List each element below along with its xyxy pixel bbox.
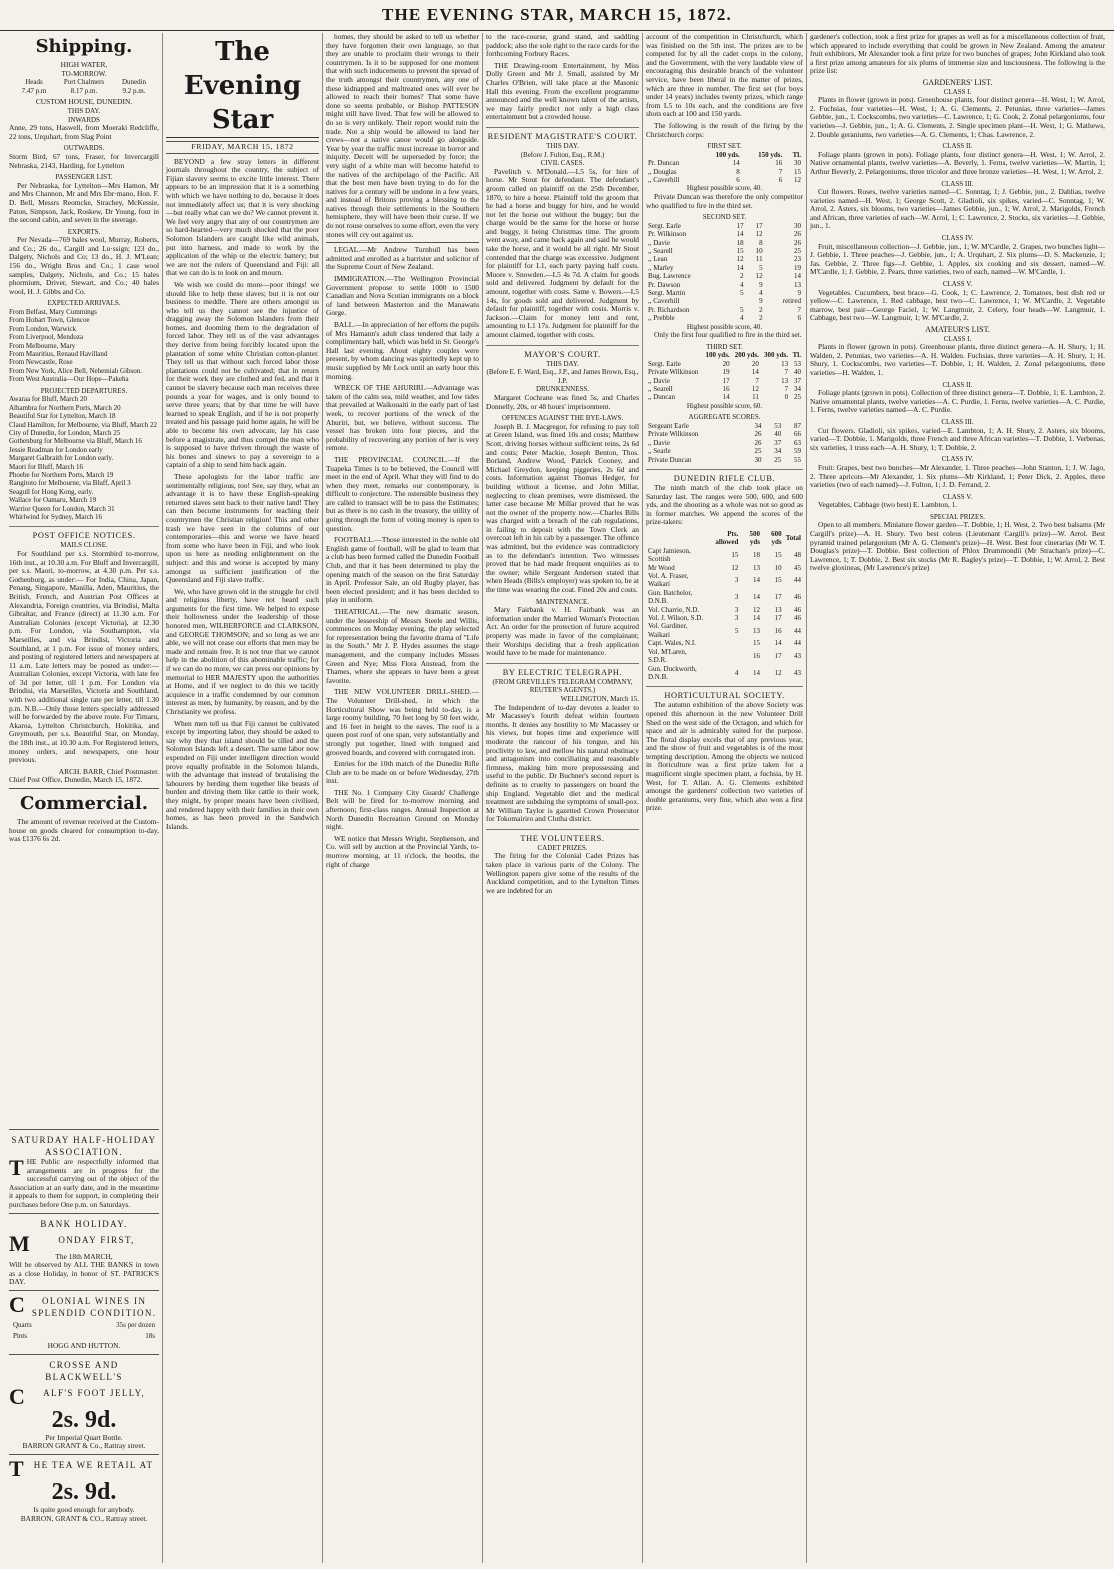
table-row: ,, Caverhill 9 retired [648, 297, 801, 306]
table-row: Vol. Charrie, N.D. 3 12 13 46 [648, 605, 801, 614]
list-item: Margaret Galbraith for London early. [9, 454, 114, 463]
table-header-row: Pts. allowed 500 yds 600 yds Total [715, 530, 801, 547]
telegraph-text: The Independent of to-day devotes a leader to Mr Macassey's fourth defeat within fourteen months. It denies any hostility to Mr Macassey or his views, but hopes time and experience will moderate the rancour of his tongue, and his proclivity to law, and mellow his natural obstinacy and antagonism into conciliating and reasonable firmness, making him more prepossessing and useful to the public. Dr Buchner's second report is definite as to cruelty to passengers on board the ship England. Vegetable diet and the medical treatment are subduing the symptoms of small-pox. Mr William Taylor is gazetted Crown Prosecutor for Tokomairiro and Clutha district. [486, 702, 639, 824]
table-row: Sergt. Earle 17 17 30 [648, 221, 801, 230]
wines-seller: HOGG AND HUTTON. [47, 1341, 121, 1351]
divider [326, 242, 479, 243]
class-title: CLASS III. [941, 179, 974, 188]
horticultural-title: HORTICULTURAL SOCIETY. [646, 686, 803, 701]
news-item: Entries for the 10th match of the Dunedin Rifle Club are to be made on or before Wednesday, 27th inst. [326, 759, 479, 786]
table-row: ,, Davie 26 37 63 [648, 438, 801, 447]
list-item: Jessie Readman for London early [9, 445, 103, 454]
class-title: CLASS I. [943, 334, 972, 343]
second-set-table [646, 222, 803, 323]
table-row: Bug. Lawrence 2 12 14 [648, 272, 801, 281]
third-set-table [646, 351, 803, 401]
divider [9, 1213, 159, 1214]
table-header-row: 100 yds. 150 yds. Tl. [715, 150, 801, 159]
list-item: From Melbourne, Mary [9, 341, 76, 350]
volunteers-text: The firing for the Colonial Cadet Prizes has taken place in various parts of the Colony. The Wellington papers give some of the results of the Auckland competition, and to the Lyttelton Times we are indebted for an [486, 851, 639, 895]
table-row: Capt Jamieson, Scottish 15 18 15 48 [648, 546, 801, 564]
table-row: Capt. Wales, N.I. 15 14 44 [648, 639, 801, 648]
jelly-price: 2s. 9d. [51, 1406, 117, 1433]
list-item: Whirlwind for Sydney, March 16 [9, 512, 103, 521]
passenger-list-text: Per Nebraska, for Lyttelton—Mrs Hamon, Mr and Mrs Channon, Mr and Mrs Ebr·mano, Hon. F. D. Bell, Messrs Reomcke, Strachey, McKessie, Paton, Simpson, Jack, Roskew, Dr Young, four in the second cabin, and seven in the steerage. [9, 180, 159, 225]
list-item: Rangitoto for Melbourne, via Bluff, April 3 [9, 479, 131, 488]
table-row: ,, Douglas 8 7 15 [648, 167, 801, 176]
cadet-text: account of the competition in Christchurch, which was finished on the 5th inst. The prizes are to be competed for by all the cadet corps in the colony, and the Government, with the very laudable view of encouraging this desirable branch of the volunteer service, have been liberal in the matter of prizes, which are three in number. The first set (for boys under 14 years) includes twenty prizes, which range from L5 to 10s each, and the conditions are five shots each at 100 and 150 yards. [646, 33, 803, 119]
table-row: Vol. M'Laren, S.D.R. 16 17 43 [648, 647, 801, 665]
news-item: THE No. 1 Company City Guards' Challenge Belt will be fired for to-morrow morning and afternoon; first-class ranges. Annual Inspection at North Dunedin Recreation Ground on Monday night. [326, 787, 479, 832]
class-title: CLASS II. [942, 380, 973, 389]
table-row: Private Duncan 30 25 55 [648, 455, 801, 464]
drunkenness-title: DRUNKENNESS. [535, 385, 590, 394]
custom-house-title: CUSTOM HOUSE, DUNEDIN. [35, 97, 133, 107]
divider [9, 1354, 159, 1355]
prize-intro: gardener's collection, took a first prize for grapes as well as for a miscellaneous collection of fruit, which appeared to include everything that could be grown in New Zealand. Among the amateur fruit exhibitors, Mr Alexander took a first prize for two bunches of grapes; John Kirkland also took a first prize among amateurs for six plums of immense size and lusciousness. The following is the prize list: [810, 33, 1105, 76]
news-item: WE notice that Messrs Wright, Stephenson, and Co. will sell by auction at the Provincial Yards, to-morrow morning, at 11 o'clock, the booths, the right of charge [326, 833, 479, 869]
tea-subtitle: Is quite good enough for anybody. [33, 1504, 135, 1514]
table-row: Mr Wood 12 13 10 45 [648, 563, 801, 572]
list-item: From Newcastle, Rose [9, 358, 73, 367]
table-row: Sergt. Martin 5 4 9 [648, 288, 801, 297]
list-item: Gothenburg for Melbourne via Bluff, March 16 [9, 437, 142, 446]
telegraph-dateline: WELLINGTON, March 15. [560, 694, 639, 703]
third-set-note: Highest possible score, 60. [686, 401, 763, 410]
column-advertisements [6, 1126, 162, 1563]
table-row: Sergeant Earle 34 53 87 [648, 422, 801, 430]
first-set-title: FIRST SET. [707, 142, 742, 151]
class-text: Vegetables. Cucumbers, best brace—G. Cook, 1; C. Lawrence, 2. Tomatoes, best dish red or yellow—C. Lawrence, 1. Red cabbage, best two—C. Lawrence, 1; W. M'Cardle, 2. Vegetable marrow, best pair—George Faciel, 1; W. Langmuir, 2. Celery, four heads—W. Langmuir, 1. Cabbage, best two—W. Langmuir, 1; W. M'Cardle, 2. [810, 287, 1105, 323]
projected-departures-list [9, 395, 159, 521]
jelly-subtitle: Per Imperial Quart Bottle. [45, 1432, 123, 1442]
post-office-signature: ARCH. BARR, Chief Postmaster. [58, 766, 159, 776]
bylaws-text: Joseph B. J. Macgregor, for refusing to pay toll at Green Island, was fined 10s and costs; Matthew Scott, driving horses without sufficient reins, 2s 6d and costs; Peter Mackie, Joseph Benton, Thos. Borland, Andrew Wood, Patrick Cooney, and Michael Greydon, keeping piggeries, 2s 6d and costs. Information against Thomas Hedger, for building without a license, and John Millar, neglecting to clean premises, were dismissed, the latter case because Mr Millar proved that he was not the owner of the property now.—Charles Bills was charged with a breach of the cab regulations, in failing to deposit with the Town Clerk an overcoat left in his cab by a passenger. The offence was admitted, but the evidence was contradictory as to the defendant's intention. Two witnesses proved that he had made frequent enquiries as to the owner; while Sergeant Anderson stated that when Heads (Bills's employer) was spoken to, he at the time was wearing the coat. Fined 20s and costs. [486, 421, 639, 595]
news-item: THEATRICAL.—The new dramatic season, under the lesseeship of Messrs Steele and Willis, commences on Monday evening, the play selected for representation being the favorite drama of "Life in the South." Mr J. P. Hydes assumes the stage management, and the company includes Misses Green and Nye; Miss Flora Anstead, from the Thames, where she appears to have been a great favorite. [326, 607, 479, 685]
class-text: Cut flowers. Gladioli, six spikes, varied—E. Lambton, 1; A. H. Shury, 2. Asters, six blooms, varied—T. Dobbie, 1. Marigolds, three French and three African varieties—T. Dobbie, 1. Verbenas, six varieties, 1 truss each—A. H. Shury, 1; T. Dobbie, 2. [810, 425, 1105, 452]
second-set-note-2: Only the first four qualified to fire in the third set. [654, 330, 802, 340]
christchurch-intro: The following is the result of the firing by the Christchurch corps: [646, 120, 803, 139]
custom-house-day: THIS DAY. [67, 106, 101, 115]
class-text: Cut flowers. Roses, twelve varieties named—C. Sonntag, 1; J. Gebbie, jun., 2. Dahlias, twelve varieties named—H. West, 1; George Scott, 2. Gladioli, six spikes, varied—C. Sonntag, 1; W. Arrol, 2. Asters, six blooms, two varieties—James Gebbie, jun., 1; W. Arrol, 2. Marigolds, French and African, three varieties of each—W. Arrol, 1; C. Lawrence, 2. Stocks, six varieties—J. Gebbie, jun., 1. [810, 187, 1105, 231]
column-leader [162, 33, 322, 1563]
table-header-row: 100 yds. 200 yds. 300 yds. Tl. [705, 351, 801, 360]
leader-continued: homes, they should be asked to tell us whether they have forgotten their own language, so that they are unable to proclaim their wrongs to their countrymen. Is it to be supposed for one moment that with such inducements to prevent the spread of the truth amongst their countrymen, any one of these kidnapped and maltreated ones will ever be allowed to reach their homes? That some have done so seems probable, or Bishop PATTESON might still have lived. That few will be allowed to do so is very unlikely. Their report would ruin the trade. Not a ship would be allowed to land her crews—not a native canoe would go alongside. Year by year the traffic must increase in horror and iniquity. Deceit will be superseded by force; the very sight of a white man will become hateful to the natives of the archipelago of the Pacific. All that the best men have been trying to do for the natives for a century will be undone in a few years, and instead of Britons proving a blessing to the natives through their settlements in the Southern hemisphere, they will have been their curse. If we do not rouse ourselves to some effort, even the very stones will cry out against us. [326, 33, 479, 239]
tea-ad-title: THE TEA WE RETAIL AT [9, 1455, 154, 1481]
mayor-court-day: THIS DAY. [546, 359, 579, 368]
list-item: Warrior Queen for London, March 31 [9, 504, 115, 513]
list-item: Wallace for Oamaru, March 19 [9, 496, 97, 505]
class-text: Fruit: Grapes, best two bunches—Mr Alexander, 1. Three peaches—John Stanton, 1; J. W. Jago, 2. Three apricots—Mr Alexander, 1. Six plums—Mr Kirkland, 1; Peter Dick, 2. Apples, three varieties (two of each named)—J. Fulton, 1; J. D. Ferrand, 2. [810, 462, 1105, 490]
column-sports [642, 33, 806, 1563]
tea-seller: BARRON, GRANT & CO., Rattray street. [20, 1513, 148, 1523]
drunkenness-text: Margaret Cochrane was fined 5s, and Charles Donnelly, 20s, or 48 hours' imprisonment. [486, 392, 639, 411]
list-item: Maori for Bluff, March 16 [9, 462, 83, 471]
amateurs-list-title: AMATEUR'S LIST. [925, 325, 990, 334]
jelly-ad-title: CROSSE AND BLACKWELL'S [45, 1359, 123, 1382]
high-water-title: HIGH WATER, [60, 60, 108, 69]
column-news [322, 33, 482, 1563]
table-row: ,, Duncan 14 11 0 25 [648, 393, 801, 402]
class-title: CLASS I. [943, 87, 972, 96]
list-item: From West Australia—Our Hope—Pakeha [9, 375, 129, 384]
tide-dunedin: Dunedin 9.2 p.m. [121, 78, 147, 95]
tea-price: 2s. 9d. [51, 1478, 117, 1505]
list-item: City of Dunedin, for London, March 25 [9, 428, 121, 437]
leader-paragraph: We, who have grown old in the struggle for civil and religious liberty, have not heard such arguments for the first time. We helped to expose their hollowness under the leadership of those honored men, WILBERFORCE and CLARKSON, and GEORGE THOMSON; and so long as we are able, we will not cease our efforts that men may be made and remain free. It is not true that we cannot help in the abolition of this abominable traffic; for if we can do no more, we can press our opinions by memorial to HER MAJESTY upon the authorities at Home, and if we neglect to do this we tacitly acquiesce in a traffic condemned by our common interest as men, by humanity, by reason, and by the Christianity we profess. [166, 586, 319, 716]
table-row: Vol. J. Wilson, S.D. 3 14 17 46 [648, 614, 801, 623]
divider [9, 1454, 159, 1455]
leader-paragraph: When men tell us that Fiji cannot be cultivated except by importing labor, they should be asked to say why they that island should be tilled and the Solomon Islands left a desert. The same labor now expended on Fiji under intelligent direction would prove equally profitable in the Solomon Islands, with the advantage that instead of brutalising the labourers by herding them together like beasts of burden and driving them like cattle to their work, they might, by proper means have been civilised, and rendered happy with their families in their own homes, as has been proved in the Sandwich Islands. [166, 718, 319, 831]
tide-port-chalmers: Port Chalmers 8.17 p.m. [63, 78, 105, 95]
rmc-text: Pavelitch v. M'Donald.—L5 5s, for hire of horse. Mr Stout for defendant. The defendant's groom called on plaintiff on the 25th December, 1870, to hire a horse. Plaintiff told the groom that he had a horse and buggy for hire, and he would not let the horse out without the buggy; but the charge would be the same for the horse or horse and buggy, it being Christmas time. The groom went away, and came back again and said he would take the horse, and it would be all right. Mr Stout contended that the charge was excessive. Judgment for plaintiff for L1, each party paying half costs. Moore v. Snowden.—L5 4s 7d. A claim for goods sold and delivered. Judgment by default for the amount, together with costs. Same v. Bowers.—L5 14s, for goods sold and delivered. Judgment by default for plaintiff, together with costs. Morris v. Jackson.—Claim for money lent and rent, amounting to L1 17s. Judgment for plaintiff for the amount claimed, together with costs. [486, 166, 639, 339]
exports-text: Per Nevada—769 bales wool, Murray, Roberts, and Co.; 26 do., Cargill and Lu·ssign; 123 do., Dalgety, Nichols and Co; 13 do., H. J. M'Lean; 156 do., Wright Bros and Co.; 1 case wool samples, Dalgety, Nichols, and Co.; 15 bales phormium, Driver, Stewart, and Co.; 40 bales wool, H. J. Gibbs and Co. [9, 235, 159, 296]
gardeners-list-title: GARDENERS' LIST. [922, 77, 993, 87]
news-item: THE PROVINCIAL COUNCIL.—If the Tuapeka Times is to be believed, the Council will meet in the end of April. What they will find to do when they meet, remarks our contemporary, is difficult to conjecture. The ostensible business they are called to transact will be to pass the Estimates; but as there is no cash in the treasury, the utility of going through the form of voting money is open to question. [326, 454, 479, 533]
rifle-club-title: DUNEDIN RIFLE CLUB. [646, 469, 803, 484]
civil-cases-title: CIVIL CASES. [540, 159, 585, 168]
dropcap-c: C [9, 1383, 27, 1409]
races-text: to the race-course, grand stand, and saddling paddock; also the sole right to the race cards for the forthcoming Forbury Races. [486, 33, 639, 59]
newspaper-page [6, 33, 1108, 1563]
class-text: Foliage plants (grown in pots). Collection of three distinct genera—T. Dobbie, 1; E. Lambton, 2. Native ornamental plants, twelve varieties—A. C. Purdie, 1. Ferns, twelve varieties—A. C. Purdie, 1. Ferns, twelve varieties named—A. C. Purdie. [810, 388, 1105, 415]
mayor-court-title: MAYOR'S COURT. [486, 345, 639, 360]
special-prizes-text: Open to all members. Miniature flower garden—T. Dobbie, 1; H. West, 2. Two best balsams (Mr Cargill's prize)—A. H. Shury. Two best coleus (Lieutenant Cargill's prize)—W. Arrol. Best pyramid trained pelargonium (Mr A. G. Clement's prize)—H. West. Best four cinerarias (Mr W. T. Douglas's prize)—T. Dobbie. Best collection of Phlox Drummondii (Mr Strachan's prize)—C. Lawrence, 1; T. Dobbie, 2. Best six stocks (Mr R. Bagley's prize)—T. Dobbie, 1; W. Arrol, 2. Best twelve gloxineas, (Mr Lawrence's prize) [810, 520, 1105, 573]
list-item: Beautiful Star for Lyttelton, March 18 [9, 412, 116, 421]
bylaws-title: OFFENCES AGAINST THE BYE-LAWS. [501, 414, 624, 423]
tide-times [9, 78, 159, 95]
table-row: Pr. Dawson 4 9 13 [648, 280, 801, 289]
third-set-title: THIRD SET. [706, 342, 743, 351]
wines-ad-title: C OLONIAL WINES IN SPLENDID CONDITION. [9, 1291, 157, 1318]
news-item: IMMIGRATION.—The Wellington Provincial Government propose to settle 1000 to 1500 Canadian and Nova Scotian immigrants on a block of land between Masterton and the Manawatu Gorge. [326, 274, 479, 318]
inwards-title: INWARDS [68, 115, 100, 124]
first-set-note: Highest possible score, 40. [686, 184, 763, 193]
table-row: Private Wilkinson 26 40 66 [648, 430, 801, 439]
second-set-note: Highest possible score, 40. [686, 322, 763, 331]
table-row: ,, Searle 25 34 59 [648, 447, 801, 456]
news-item: LEGAL.—Mr Andrew Turnbull has been admitted and enrolled as a barrister and solicitor of the Supreme Court of New Zealand. [326, 245, 479, 272]
list-item: Seagull for Hong Kong, early. [9, 487, 94, 496]
first-set-note-2: Private Duncan was therefore the only competitor who qualified to fire in the third set. [646, 191, 803, 210]
table-row: Private Wilkinson 19 14 7 40 [648, 368, 801, 377]
newspaper-masthead [0, 0, 1114, 31]
table-row: Pints 18s [13, 1331, 155, 1340]
maintenance-text: Mary Fairbank v. H. Fairbank was an information under the Married Woman's Protection Act. An order for the protection of future acquired property was made in favor of the complainant; their Worships deciding that a fresh application would have to be made for maintenance. [486, 605, 639, 658]
divider [9, 788, 159, 789]
table-row: ,, Davie 18 8 26 [648, 238, 801, 247]
class-title: CLASS IV. [941, 455, 974, 464]
second-set-title: SECOND SET. [702, 213, 747, 222]
post-office-text: For Southland per s.s. Stormbird to-morrow, 16th inst., at 10.30 a.m. For Bluff and Invercargill, per s.s. Maori, to-morrow, at 4.30 p.m. Per s.s. Gothenburg, as under:— For India, China, Japan, Penang, Singapore, Manilla, Aden, Mauritius, the British, French, and Austrian Post Offices at Alexandria, Foreign countries, via Brindisi, Malta Gibraltar, and France (direct) at 11.30 a.m. For Australian Colonies (except Victoria), at 12.30 p.m. For London, via Southampton, via Marseilles, and via Brindisi, Victoria and Southland, at 1 p.m. For issue of money orders, and posting of registered letters and newspapers at 11 a.m. Late letters may be posted as under:— Australian Colonies, except Victoria, with late fee of 3d per letter, till 1 p.m. For London via Brindisi, via Marseilles, Victoria and Southland, with two additional single rate per letter, till 1.30 p.m. N.B.—Only those letters specially addressed will be forwarded by the above route. For Timaru, Akaroa, Lyttelton Christchurch, Hokitika, and Greymouth, per s.s. Beautiful Star, on Monday, the 18th inst., at 10.30 a.m. For Registered letters, money orders, and newspapers, one hour previous. [9, 548, 159, 765]
jelly-seller: BARRON GRANT & Co., Rattray street. [22, 1441, 146, 1451]
table-row: ,, Caverhill 6 6 12 [648, 175, 801, 184]
telegraph-source: (FROM GREVILLE'S TELEGRAM COMPANY, REUTER'S AGENTS.) [492, 677, 633, 695]
news-item: FOOTBALL.—Those interested in the noble old English game of football, will be glad to learn that a club has been formed called the Dunedin Football Club, and that it has been determined to play the opening match of the season on the first Saturday in April. Professor Sale, an old Rugby player, has been elected president; and it has been decided to play in uniform. [326, 535, 479, 605]
expected-arrivals-list [9, 308, 159, 384]
saturday-ad-title: SATURDAY HALF-HOLIDAY ASSOCIATION. [11, 1135, 157, 1157]
class-title: CLASS V. [942, 280, 973, 289]
list-item: Awaraa for Bluff, March 20 [9, 395, 87, 404]
horticultural-text: The autumn exhibition of the above Society was opened this afternoon in the new Volunteer Drill Shed on the west side of the Octagon, and which for space and air is admirably suited for the purpose. The floral display excels that of any previous year, and the show of fruit and vegetables is of the most tempting description. Among the objects we noticed in floriculture was a first prize taken for a magnificent single specimen plant, a fuchsia, by H. West, for T. Allan. A. G. Clements exhibited amongst the gardeners' collection two varieties of double geraniums, very fine, which also won a first prize. [646, 700, 803, 813]
first-set-table [646, 151, 803, 185]
column-courts [482, 33, 642, 1563]
list-item: From Belfast, Mary Cummings [9, 308, 97, 317]
column-prize-list [806, 33, 1108, 1563]
telegraph-title: BY ELECTRIC TELEGRAPH. [486, 663, 639, 678]
table-row: ,, Lean 12 11 23 [648, 255, 801, 264]
wines-prices [9, 1319, 159, 1342]
dropcap-c: C [9, 1291, 27, 1317]
saturday-ad-text: THE Public are respectfully informed that arrangements are in progress for the successful carrying out of the object of the Association at an early date, and in the meantime it appeals to them for support, in completing their purchases before One p.m. on Saturdays. [9, 1155, 159, 1209]
dropcap-t: T [9, 1455, 26, 1481]
news-item: BALL.—In appreciation of her efforts the pupils of Mrs Hamann's adult class tendered that lady a complimentary ball, which was held in St. George's Hall last evening. About eighty couples were present, by whom dancing was spiritedly kept up to music supplied by Mr Lock until an early hour this morning. [326, 320, 479, 381]
list-item: From Liverpool, Mendoza [9, 333, 84, 342]
bank-holiday-date: The 18th MARCH, [55, 1251, 113, 1261]
list-item: Phoebe for Northern Ports, March 19 [9, 470, 114, 479]
paper-mast: The Evening Star [166, 35, 319, 138]
table-row: Pr. Wilkinson 14 12 26 [648, 230, 801, 239]
class-title: CLASS II. [942, 142, 973, 151]
mayor-court-before: (Before E. F. Ward, Esq., J.P., and James Brown, Esq., J.P. [486, 368, 639, 385]
leader-dateline: FRIDAY, MARCH 15, 1872 [166, 141, 319, 154]
aggregate-title: AGGREGATE SCORES. [688, 413, 761, 422]
projected-departures-title: PROJECTED DEPARTURES. [40, 386, 128, 395]
inwards-text: Anne, 29 tons, Haswell, from Moeraki Redcliffe, 22 tons, Urquhart, from Slag Point [9, 123, 159, 141]
table-row: Vol. Gardiner, Waikari 5 13 16 44 [648, 622, 801, 639]
commercial-text: The amount of revenue received at the Custom-house on goods cleared for consumption to-day, was £1376 6s 2d. [9, 817, 159, 844]
leader-paragraph: BEYOND a few stray letters in different journals throughout the country, the subject of Fijian slavery seems to excite little interest. There appears to be an impression that it is a something with which we have nothing to do, because it does not immediately affect us; that it is very shocking—but really what can we do? We cannot prevent it. We feel very angry that any of our countrymen are so hard-hearted—very much shocked that the poor Solomon Islanders are caught like wild animals, put into harness, and made to work by the application of the whip or the electric battery; but we are not the rulers of Queensland and Fiji: all that we can do is to look on and mourn. [166, 156, 319, 278]
class-title: CLASS IV. [941, 234, 974, 243]
class-text: Plants in flower (grown in pots). Greenhouse plants, three distinct genera—A. H. Shury, 1; H. Walden, 2. Petunias, two varieties—A. H. Walden. Fuchsias, three varieties—A. H. Shury, 1; H. Shury, 1. Cockscombs, two varieties—T. Dobbie, 1; H. Walden, 2. Zonal pelargoniums, three varieties—H. Walden, 1. [810, 342, 1105, 377]
class-text: Vegetables, Cabbage (two best) E. Lambton, 1. [818, 500, 958, 510]
bank-holiday-title: BANK HOLIDAY. [40, 1218, 128, 1229]
exports-title: EXPORTS. [67, 227, 101, 236]
jelly-ad-product: C ALF'S FOOT JELLY, [9, 1383, 146, 1409]
rifle-club-table [646, 530, 803, 681]
expected-arrivals-title: EXPECTED ARRIVALS. [47, 299, 121, 308]
dropcap-m: M [9, 1230, 32, 1256]
table-row: ,, Davie 17 7 13 37 [648, 376, 801, 385]
list-item: Alhambra for Northern Ports, March 20 [9, 403, 121, 412]
tide-heads: Heads 7.47 p.m [21, 78, 47, 95]
dropcap-t: T [9, 1155, 24, 1180]
table-row: Gun. Duckworth, D.N.B. 4 14 12 43 [648, 664, 801, 681]
bank-holiday-text: Will be observed by ALL THE BANKS in town as a close Holiday, in honor of ST. PATRICK'S DAY. [9, 1260, 159, 1287]
class-text: Foliage plants (grown in pots). Foliage plants, four distinct genera—H. West, 1; W. Arrol, 2. Native ornamental plants, twelve varieties—A. Beverly, 1. Ferns, twelve varieties—W. Martin, 1; Arthur Beverly, 2. Pelargoniums, three tricolor and three bronze varieties—H. West, 1; W. Arrol, 2. [810, 149, 1105, 176]
table-row: Pr. Richardson 5 2 7 [648, 305, 801, 314]
post-office-title: POST OFFICE NOTICES. [9, 526, 159, 541]
table-row: ,, Searell 15 10 25 [648, 246, 801, 255]
table-row: Vol. A. Fraser, Waikari 3 14 15 44 [648, 572, 801, 589]
list-item: From Hobart Town, Glencoe [9, 316, 90, 325]
aggregate-table [646, 422, 803, 464]
outwards-title: OUTWARDS. [63, 144, 105, 153]
class-title: CLASS V. [942, 492, 973, 501]
leader-paragraph: We wish we could do more—poor things! we should like to help these slaves; but it is not our business to meddle. There are others amongst us who tell us they cannot see the injustice of dragging away the Solomon Islanders from their homes, and dooming them to the degradation of forced labor. They tell us of the vast advantages they derive from being forcibly located upon the plantation of some white Christian cotton-planter. They tell us that without such forced labor those plantations could not be cultivated; that in return for their work they are clothed and fed, and that it cannot be slavery because each man receives three pounds a year for wages, and is only bound to serve three years; that by that time he will have learned to speak English, and if he is not properly treated and his passage paid home again, he will be able to become his own advocate, lay his case before a magistrate, and thus compel the man who is supposed to have thriven through the waste of his bones and sinews to pay a sovereign to a captain of a ship to send him back again. [166, 279, 319, 470]
table-row: Sergt. Earle 20 20 13 53 [648, 359, 801, 368]
list-item: From Mauritius, Renaud Havilland [9, 350, 108, 359]
special-prizes-title: SPECIAL PRIZES. [930, 512, 985, 521]
volunteers-title: THE VOLUNTEERS. [486, 829, 639, 844]
table-row: Gun. Batchelor, D.N.B. 3 14 17 46 [648, 588, 801, 606]
class-title: CLASS III. [941, 417, 974, 426]
table-row: ,, Prebble 4 2 6 [648, 314, 801, 323]
divider [9, 1290, 159, 1291]
cadet-prizes-title: CADET PRIZES. [537, 843, 588, 852]
shipping-heading: Shipping. [35, 36, 133, 57]
class-text: Fruit, miscellaneous collection—J. Gebbie, jun., 1; W. M'Cardle, 2. Grapes, two bunches light—J. Gebbie, 1. Three peaches—J. Gebbie, jun., 1; A. Urquhart, 2. Six plums—D. S. Mackenzie, 1; Jas. Gebbie, 2. Three figs—J. Gebbie, 1. Apples, six cooking and six dessert, named—W. M'Cardle, 1; J. Gebbie, 2. Pears, three varieties, two of each, named—W. M'Cardle, 1. [810, 241, 1105, 277]
list-item: From New York, Alice Bell, Nehemiah Gibson. [9, 366, 142, 375]
class-text: Plants in flower (grown in pots). Greenhouse plants, four distinct genera—H. West, 1; W. Arrol, 2. Fuchsias, four varieties—H. West, 1; A. G. Clements, 2. Petunias, three varieties—James Gebbie, jun., 1. Cockscombs, two varieties—C. Lawrence, 1; G. Cook, 2. Zonal pelargoniums, four varieties—J. Gebbie, jun., 1; A. G. Clements, 2. Single specimen plant—H. West, 1; G. Mathews, 2. Double geraniums, two varieties—A. G. Clements, 1; Chas. Lawrence, 2. [810, 95, 1105, 139]
rmc-title: RESIDENT MAGISTRATE'S COURT. [486, 127, 639, 142]
maintenance-title: MAINTENANCE. [535, 597, 590, 606]
post-office-dateline: Chief Post Office, Dunedin, March 15, 1872. [9, 775, 143, 785]
bank-holiday-monday: M ONDAY FIRST, [9, 1230, 135, 1256]
news-item: WRECK OF THE AHURIRI.—Advantage was taken of the calm sea, mild weather, and low tides that prevailed at Waikouaiti in the early part of last week, to recover portions of the wreck of the Ahuriri, but, we believe, without success. The vessel has broken into four pieces, and the probability of recovering any portion of her is very remote. [326, 383, 479, 453]
mails-close-title: MAILS CLOSE. [60, 541, 108, 550]
high-water-subtitle: TO-MORROW. [61, 69, 107, 78]
drawing-room-text: THE Drawing-room Entertainment, by Miss Dolly Green and Mr J. Small, assisted by Mr Charles O'Brien, will take place at the Masonic Hall this evening. From the excellent programme announced and the well known talent of the artists, we may fairly predict not only a high class entertainment but a crowded house. [486, 60, 639, 122]
outwards-text: Storm Bird, 67 tons, Fraser, for Invercargill Nebraska, 2143, Harding, for Lyttelton [9, 151, 159, 170]
table-row: Quarts 35s per dozen [13, 1320, 155, 1329]
table-row: ,, Searell 16 12 7 34 [648, 385, 801, 393]
passenger-list-title: PASSENGER LIST. [55, 173, 113, 182]
rmc-day: THIS DAY. [546, 141, 579, 150]
table-row: Pr. Duncan 14 16 30 [648, 159, 801, 168]
divider [9, 1129, 159, 1130]
page-header-title: THE EVENING STAR, MARCH 15, 1872. [381, 5, 733, 24]
leader-paragraph: These apologists for the labor traffic are sentimentally religious, too! See, say they, what an advantage it is to have these English-speaking returned slaves sent back to their native land! They can then become instruments for teaching their countrymen the Christian religion! This and other trash we have seen in the columns of our contemporaries—this and worse we have heard from some who have been in Fiji, and who look upon us here as needing enlightenment on the subject: and this and worse is accepted by many amongst us sufficient justification of the Queensland and Fiji slave traffic. [166, 471, 319, 585]
commercial-heading: Commercial. [20, 793, 148, 814]
rmc-before: (Before J. Fulton, Esq., R.M.) [520, 150, 605, 159]
rifle-club-text: The ninth match of the club took place on Saturday last. The ranges were 500, 600, and 600 yds, and the shooting as a whole was not so good as in former matches. We append the scores of the prize-takers: [646, 483, 803, 527]
table-row: ,, Marley 14 5 19 [648, 263, 801, 272]
list-item: From London, Warwick [9, 324, 77, 333]
news-item: THE NEW VOLUNTEER DRILL-SHED.—The Volunteer Drill-shed, in which the Horticultural Show was being held to-day, is a large roomy building, 70 feet long by 50 feet wide, and 16 feet in height to the eaves. The roof is a queen post roof of one span, very substantially and strongly put together, lined with tongued and grooved boards, and covered with corrugated iron. [326, 687, 479, 757]
list-item: Claud Hamilton, for Melbourne, via Bluff, March 22 [9, 420, 158, 429]
